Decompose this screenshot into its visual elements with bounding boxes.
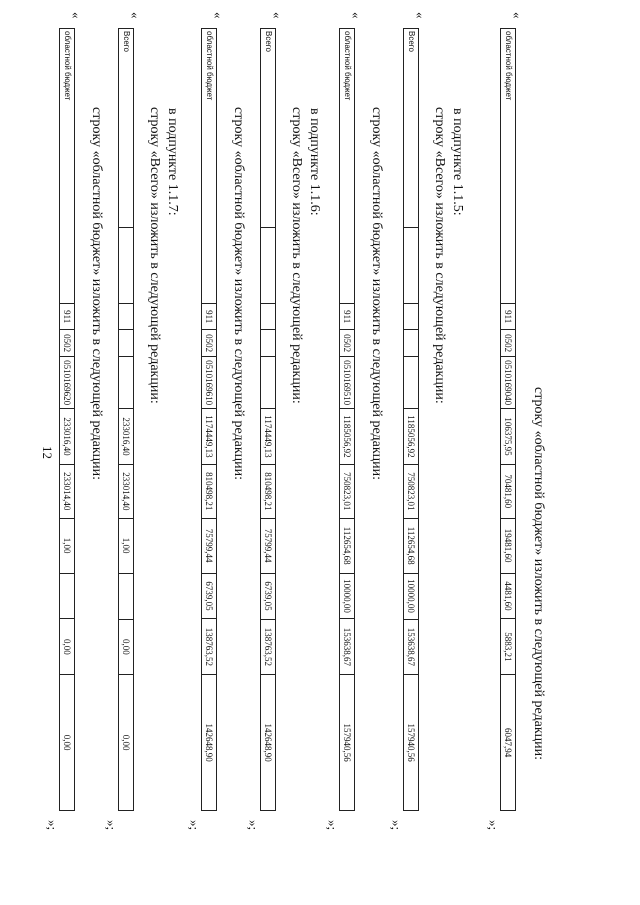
table-cell: 112654,68 — [404, 519, 418, 574]
table-cell: 0510169620 — [60, 357, 74, 409]
table-cell: 153638,67 — [404, 620, 418, 676]
subpoint-heading: в подпункте 1.1.5: — [450, 108, 465, 216]
subpoint-heading: в подпункте 1.1.7: — [165, 108, 180, 216]
table-cell: 75799,44 — [202, 519, 216, 574]
table-cell: 0502 — [340, 330, 354, 357]
table-cell: 1185056,92 — [404, 409, 418, 465]
closing-quote: »; — [104, 820, 119, 831]
table-cell: 1,00 — [60, 519, 74, 574]
row-label: Всего — [119, 29, 133, 228]
table-cell — [404, 304, 418, 330]
table-cell: 112654,68 — [340, 519, 354, 574]
table-cell: 142648,90 — [204, 723, 214, 762]
table-cell — [60, 574, 74, 620]
table-cell: 10000,00 — [340, 574, 354, 620]
row-label: областной бюджет — [501, 29, 515, 304]
table-cell: 153638,67 — [340, 619, 354, 675]
table-cell: 750823,01 — [404, 465, 418, 519]
table-cell: 157940,56 — [406, 723, 416, 762]
table-cell: 0510169040 — [501, 357, 515, 409]
table-cell — [119, 228, 133, 304]
closing-quote: »; — [389, 820, 404, 831]
closing-quote: »; — [187, 820, 202, 831]
table-cell: 6047,94 — [503, 728, 513, 758]
table-cell: 911 — [501, 304, 515, 330]
table-cell: 157940,56 — [342, 723, 352, 762]
table-cell — [261, 228, 275, 304]
table-cell: 4481,60 — [501, 574, 515, 620]
table-row — [403, 28, 419, 811]
table-cell: 142648,90 — [263, 723, 273, 762]
table-cell: 75799,44 — [261, 519, 275, 574]
table-cell — [119, 304, 133, 330]
table-cell: 233016,40 — [60, 409, 74, 465]
instruction-text: строку «областной бюджет» изложить в следующей редакции: — [231, 107, 246, 480]
row-label: Всего — [404, 29, 418, 228]
instruction-text: строку «областной бюджет» изложить в следующей редакции: — [369, 107, 384, 480]
opening-quote: « — [128, 12, 143, 19]
closing-quote: »; — [486, 820, 501, 831]
closing-quote: »; — [45, 820, 60, 831]
table-cell: 1185056,92 — [340, 409, 354, 465]
table-cell: 10000,00 — [404, 574, 418, 620]
opening-quote: « — [349, 12, 364, 19]
table-cell: 911 — [60, 304, 74, 330]
instruction-text: строку «Всего» изложить в следующей редакции: — [289, 107, 304, 404]
opening-quote: « — [270, 12, 285, 19]
table-cell: 106375,95 — [501, 409, 515, 465]
table-cell: 5883,21 — [501, 619, 515, 675]
table-cell: 810498,21 — [261, 465, 275, 519]
table-cell: 0510169610 — [202, 357, 216, 409]
table-cell: 233014,40 — [60, 465, 74, 519]
table-cell: 0502 — [60, 330, 74, 357]
table-cell: 233014,40 — [119, 465, 133, 519]
instruction-text: строку «областной бюджет» изложить в следующей редакции: — [89, 107, 104, 480]
table-cell: 6739,05 — [202, 574, 216, 620]
opening-quote: « — [510, 12, 525, 19]
table-cell: 1,00 — [119, 519, 133, 574]
table-cell: 19481,60 — [501, 519, 515, 574]
instruction-text: строку «Всего» изложить в следующей редакции: — [147, 107, 162, 404]
table-row — [500, 28, 516, 811]
table-cell: 0502 — [501, 330, 515, 357]
table-cell: 750823,01 — [340, 465, 354, 519]
table-cell: 6739,05 — [261, 574, 275, 620]
opening-quote: « — [69, 12, 84, 19]
page-number: 12 — [40, 446, 55, 459]
table-cell: 0,00 — [119, 620, 133, 676]
table-cell: 911 — [202, 304, 216, 330]
row-label: областной бюджет — [202, 29, 216, 304]
closing-quote: »; — [246, 820, 261, 831]
table-cell: 810498,21 — [202, 465, 216, 519]
table-row — [59, 28, 75, 811]
table-cell — [404, 228, 418, 304]
opening-quote: « — [211, 12, 226, 19]
table-cell: 0502 — [202, 330, 216, 357]
table-row — [260, 28, 276, 811]
table-cell — [119, 330, 133, 357]
table-cell: 1174449,13 — [202, 409, 216, 465]
instruction-text: строку «Всего» изложить в следующей редакции: — [432, 107, 447, 404]
closing-quote: »; — [325, 820, 340, 831]
table-cell — [119, 357, 133, 409]
table-cell: 911 — [340, 304, 354, 330]
table-row — [118, 28, 134, 811]
table-cell: 138763,52 — [261, 620, 275, 676]
table-cell: 0,00 — [62, 734, 72, 751]
table-cell — [119, 574, 133, 620]
table-cell: 233016,40 — [119, 409, 133, 465]
subpoint-heading: в подпункте 1.1.6: — [307, 108, 322, 216]
table-cell — [261, 330, 275, 357]
row-label: Всего — [261, 29, 275, 228]
table-row — [201, 28, 217, 811]
table-cell: 70481,60 — [501, 465, 515, 519]
table-cell: 0,00 — [121, 734, 131, 751]
table-row — [339, 28, 355, 811]
table-cell — [261, 357, 275, 409]
opening-quote: « — [413, 12, 428, 19]
table-cell: 138763,52 — [202, 619, 216, 675]
table-cell — [404, 330, 418, 357]
table-cell: 1174449,13 — [261, 409, 275, 465]
instruction-text: строку «областной бюджет» изложить в следующей редакции: — [531, 387, 546, 760]
table-cell — [404, 357, 418, 409]
table-cell: 0,00 — [60, 619, 74, 675]
table-cell: 0510169510 — [340, 357, 354, 409]
row-label: областной бюджет — [340, 29, 354, 304]
table-cell — [261, 304, 275, 330]
row-label: областной бюджет — [60, 29, 74, 304]
